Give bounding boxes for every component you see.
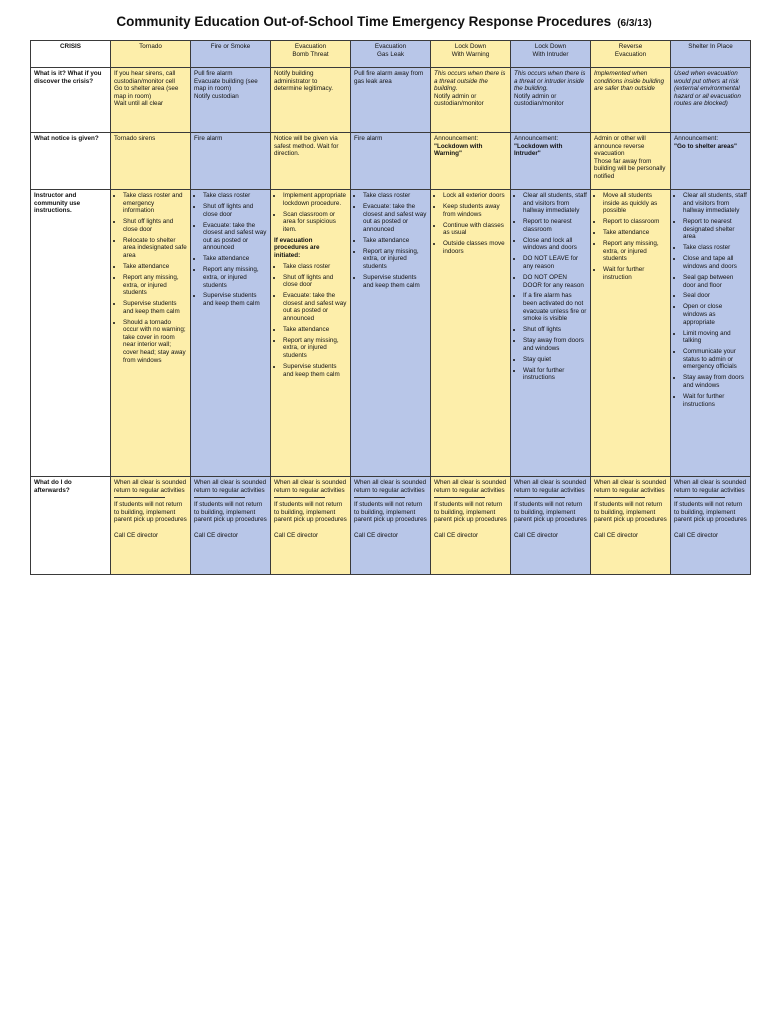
instruction-item: • DO NOT OPEN DOOR for any reason (523, 274, 587, 289)
cell-what-bomb: Notify building administrator to determine legitimacy. (271, 68, 351, 133)
instruction-item: • Evacuate: take the closest and safest way out as posted or announced (363, 203, 427, 233)
afterwards-pickup: If students will not return to building, implement parent pick up procedures (354, 501, 427, 524)
instruction-item: • Move all students inside as quickly as possible (603, 192, 667, 215)
instruction-item: • Outside classes move indoors (443, 240, 507, 255)
crisis-label: CRISIS (31, 41, 111, 68)
cell-what-shelter: Used when evacuation would put others at risk (external environmental hazard or all evacuation routes are blocked) (671, 68, 751, 133)
cell-what-tornado: If you hear sirens, call custodian/monitor cell Go to shelter area (see map in room) Wait until all clear (111, 68, 191, 133)
instruction-item: • Report to nearest classroom (523, 218, 587, 233)
instruction-item: • Shut off lights and close door (123, 218, 187, 233)
afterwards-divider (594, 497, 645, 498)
instruction-item: • Clear all students, staff and visitors from hallway immediately (523, 192, 587, 215)
instruction-item: • Shut off lights and close door (283, 274, 347, 289)
row-notice (31, 133, 751, 190)
afterwards-pickup: If students will not return to building, implement parent pick up procedures (274, 501, 347, 524)
cell-instr-gas (351, 190, 431, 477)
instruction-item: • Report any missing, extra, or injured students (603, 240, 667, 263)
instruction-item: • Take attendance (603, 229, 667, 237)
afterwards-divider (434, 497, 485, 498)
cell-after (271, 477, 351, 575)
instruction-item: • Report to nearest designated shelter area (683, 218, 747, 241)
cell-after (111, 477, 191, 575)
afterwards-all-clear: When all clear is sounded return to regular activities (274, 479, 347, 494)
cell-notice-fire: Fire alarm (191, 133, 271, 190)
instruction-item: • Wait for further instructions (523, 367, 587, 382)
instruction-item: • Keep students away from windows (443, 203, 507, 218)
afterwards-call-director: Call CE director (274, 531, 319, 539)
col-header-tornado: Tornado (111, 41, 191, 68)
afterwards-all-clear: When all clear is sounded return to regular activities (194, 479, 267, 494)
cell-notice-lock-warning: Announcement: "Lockdown with Warning" (431, 133, 511, 190)
cell-notice-reverse: Admin or other will announce reverse evacuation Those far away from building will be personally notified (591, 133, 671, 190)
afterwards-pickup: If students will not return to building, implement parent pick up procedures (674, 501, 747, 524)
row-what-is-it (31, 68, 751, 133)
instruction-item: • Limit moving and talking (683, 330, 747, 345)
cell-notice-tornado: Tornado sirens (111, 133, 191, 190)
question-what-is-it: What is it? What if you discover the crisis? (31, 68, 111, 133)
col-header-lock-warning: Lock Down With Warning (431, 41, 511, 68)
cell-after (191, 477, 271, 575)
afterwards-all-clear: When all clear is sounded return to regular activities (594, 479, 667, 494)
title-main: Community Education Out-of-School Time Emergency Response Procedures (116, 14, 612, 29)
cell-instr-lock-warning (431, 190, 511, 477)
procedures-table (30, 40, 751, 575)
instruction-item: • Evacuate: take the closest and safest way out as posted or announced (203, 222, 267, 252)
afterwards-divider (194, 497, 245, 498)
title-date: (6/3/13) (617, 18, 652, 29)
afterwards-all-clear: When all clear is sounded return to regular activities (114, 479, 187, 494)
instruction-item: • Wait for further instructions (683, 393, 747, 408)
afterwards-call-director: Call CE director (514, 531, 559, 539)
question-notice: What notice is given? (31, 133, 111, 190)
instruction-item: • Seal gap between door and floor (683, 274, 747, 289)
instruction-item: • If a fire alarm has been activated do not evacuate unless fire or smoke is visible (523, 292, 587, 322)
cell-after (671, 477, 751, 575)
instruction-item: • Take class roster (283, 263, 347, 271)
instruction-item: • Take class roster (203, 192, 267, 200)
instruction-item: • Stay quiet (523, 356, 587, 364)
instruction-item: • Supervise students and keep them calm (283, 363, 347, 378)
afterwards-pickup: If students will not return to building, implement parent pick up procedures (514, 501, 587, 524)
cell-what-reverse: Implemented when conditions inside building are safer than outside (591, 68, 671, 133)
col-header-shelter: Shelter In Place (671, 41, 751, 68)
instruction-item: • Supervise students and keep them calm (363, 274, 427, 289)
instruction-item: • DO NOT LEAVE for any reason (523, 255, 587, 270)
cell-what-lock-warning: This occurs when there is a threat outside the building. Notify admin or custodian/monitor (431, 68, 511, 133)
afterwards-call-director: Call CE director (194, 531, 239, 539)
instruction-item: • Take class roster (683, 244, 747, 252)
instruction-item: • Take attendance (283, 326, 347, 334)
cell-instr-tornado (111, 190, 191, 477)
cell-instr-bomb (271, 190, 351, 477)
cell-notice-lock-intruder: Announcement: "Lockdown with Intruder" (511, 133, 591, 190)
instruction-item: • Take attendance (363, 237, 427, 245)
instruction-item: • Lock all exterior doors (443, 192, 507, 200)
cell-after (431, 477, 511, 575)
instruction-item: • Report to classroom (603, 218, 667, 226)
instruction-item: • Supervise students and keep them calm (123, 300, 187, 315)
question-instructions: Instructor and community use instructions. (31, 190, 111, 477)
row-instructions (31, 190, 751, 477)
cell-after (511, 477, 591, 575)
cell-after (351, 477, 431, 575)
afterwards-divider (274, 497, 325, 498)
instruction-item: • Stay away from doors and windows (523, 337, 587, 352)
row-afterwards (31, 477, 751, 575)
header-row (31, 41, 751, 68)
afterwards-call-director: Call CE director (594, 531, 639, 539)
afterwards-all-clear: When all clear is sounded return to regular activities (674, 479, 747, 494)
instruction-item: • Scan classroom or area for suspicious item. (283, 211, 347, 234)
instruction-item: • Clear all students, staff and visitors from hallway immediately (683, 192, 747, 215)
cell-notice-bomb: Notice will be given via safest method. Wait for direction. (271, 133, 351, 190)
afterwards-all-clear: When all clear is sounded return to regular activities (514, 479, 587, 494)
instruction-item: • Should a tornado occur with no warning; take cover in room near interior wall; cover head; stay away from windows (123, 319, 187, 365)
cell-what-lock-intruder: This occurs when there is a threat or intruder inside the building. Notify admin or custodian/monitor (511, 68, 591, 133)
afterwards-all-clear: When all clear is sounded return to regular activities (354, 479, 427, 494)
afterwards-pickup: If students will not return to building, implement parent pick up procedures (194, 501, 267, 524)
instruction-item: • Evacuate: take the closest and safest way out as posted or announced (283, 292, 347, 322)
instruction-item: • Seal door (683, 292, 747, 300)
instruction-item: • Take class roster (363, 192, 427, 200)
col-header-gas: Evacuation Gas Leak (351, 41, 431, 68)
cell-notice-gas: Fire alarm (351, 133, 431, 190)
instruction-item: • Shut off lights (523, 326, 587, 334)
cell-instr-shelter (671, 190, 751, 477)
instruction-item: • Take attendance (123, 263, 187, 271)
instruction-item: • Report any missing, extra, or injured students (283, 337, 347, 360)
instruction-item: • Report any missing, extra, or injured students (363, 248, 427, 271)
instruction-item: • Continue with classes as usual (443, 222, 507, 237)
instruction-item: • Supervise students and keep them calm (203, 292, 267, 307)
col-header-reverse: Reverse Evacuation (591, 41, 671, 68)
afterwards-call-director: Call CE director (434, 531, 479, 539)
instruction-item: • Implement appropriate lockdown procedure. (283, 192, 347, 207)
cell-what-fire: Pull fire alarm Evacuate building (see map in room) Notify custodian (191, 68, 271, 133)
afterwards-call-director: Call CE director (114, 531, 159, 539)
cell-what-gas: Pull fire alarm away from gas leak area (351, 68, 431, 133)
col-header-bomb: Evacuation Bomb Threat (271, 41, 351, 68)
instruction-item: • Open or close windows as appropriate (683, 303, 747, 326)
afterwards-pickup: If students will not return to building, implement parent pick up procedures (434, 501, 507, 524)
afterwards-pickup: If students will not return to building, implement parent pick up procedures (594, 501, 667, 524)
instruction-item: • Close and tape all windows and doors (683, 255, 747, 270)
afterwards-call-director: Call CE director (674, 531, 719, 539)
question-afterwards: What do I do afterwards? (31, 477, 111, 575)
instruction-item: • Relocate to shelter area indesignated safe area (123, 237, 187, 260)
instruction-item: • Stay away from doors and windows (683, 374, 747, 389)
cell-notice-shelter: Announcement: "Go to shelter areas" (671, 133, 751, 190)
instruction-item: • Report any missing, extra, or injured students (203, 266, 267, 289)
cell-instr-lock-intruder (511, 190, 591, 477)
afterwards-all-clear: When all clear is sounded return to regular activities (434, 479, 507, 494)
instruction-item: • Report any missing, extra, or injured students (123, 274, 187, 297)
afterwards-divider (514, 497, 565, 498)
cell-after (591, 477, 671, 575)
afterwards-pickup: If students will not return to building, implement parent pick up procedures (114, 501, 187, 524)
instruction-item: • Wait for further instruction (603, 266, 667, 281)
bomb-evac-note: If evacuation procedures are initiated: (274, 236, 320, 259)
instruction-item: • Take class roster and emergency information (123, 192, 187, 215)
instruction-item: • Shut off lights and close door (203, 203, 267, 218)
cell-instr-reverse (591, 190, 671, 477)
instruction-item: • Communicate your status to admin or emergency officials (683, 348, 747, 371)
cell-instr-fire (191, 190, 271, 477)
instruction-item: • Take attendance (203, 255, 267, 263)
afterwards-divider (354, 497, 405, 498)
afterwards-divider (114, 497, 165, 498)
afterwards-divider (674, 497, 725, 498)
instruction-item: • Close and lock all windows and doors (523, 237, 587, 252)
col-header-lock-intruder: Lock Down With Intruder (511, 41, 591, 68)
page-title (0, 14, 768, 29)
col-header-fire: Fire or Smoke (191, 41, 271, 68)
afterwards-call-director: Call CE director (354, 531, 399, 539)
